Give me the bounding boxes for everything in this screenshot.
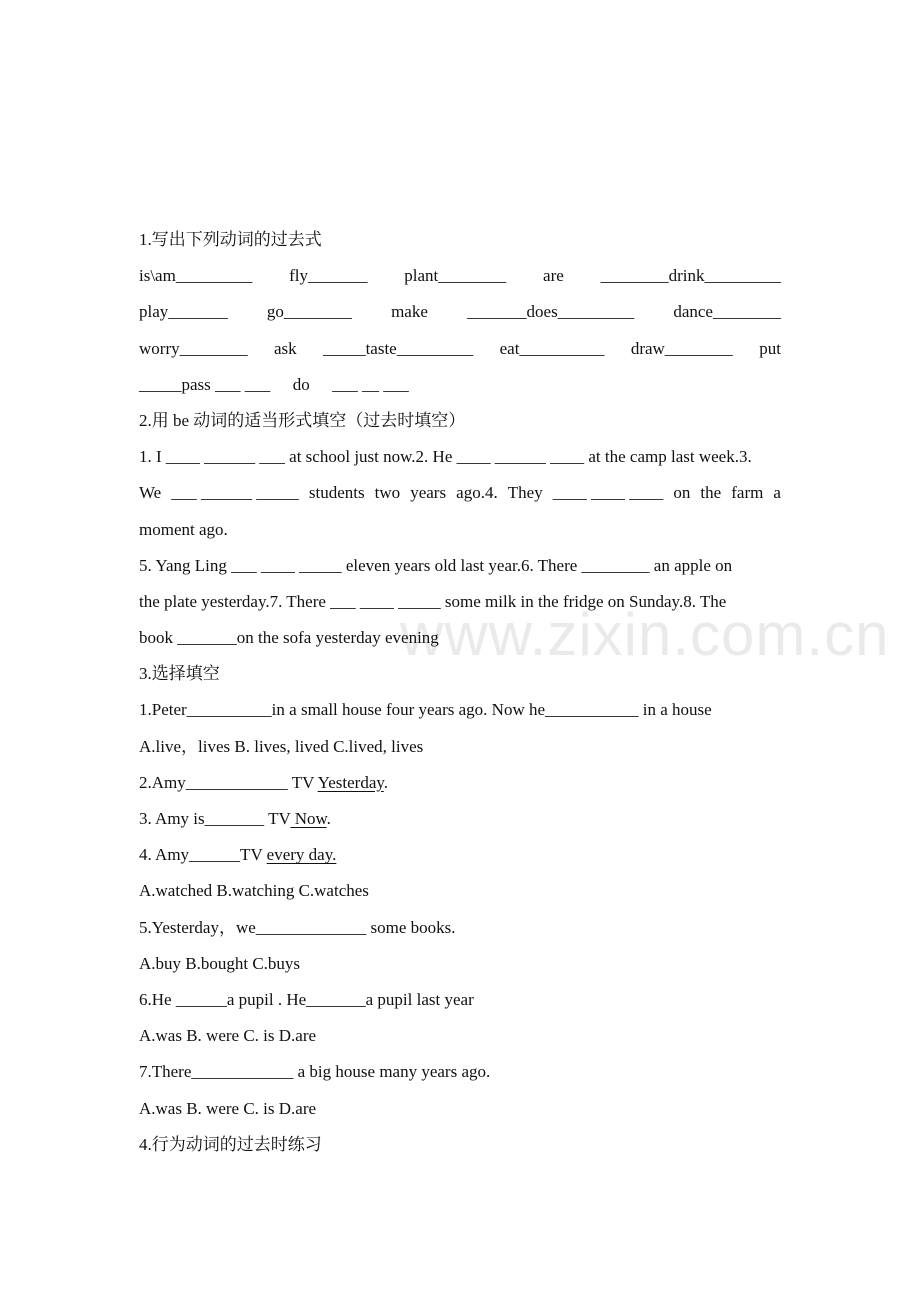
be-line-2 — [139, 475, 781, 511]
punct: . — [383, 772, 389, 792]
verb-item: are — [543, 266, 564, 286]
question-text: 3. Amy is_______ TV — [139, 809, 291, 828]
verb-item: do — [292, 374, 310, 394]
underlined-word: every day. — [266, 845, 337, 865]
verb-item: draw________ — [630, 338, 733, 358]
verb-row-3 — [139, 331, 781, 367]
question-2 — [139, 765, 781, 801]
options-4: A.watched B.watching C.watches — [139, 881, 369, 901]
section-3-title: 3.选择填空 — [139, 664, 220, 684]
word: years — [410, 483, 447, 503]
underlined-word: Now — [290, 809, 327, 828]
verb-item: _____taste_________ — [323, 338, 474, 358]
word: a — [773, 483, 781, 503]
verb-item: play_______ — [139, 302, 228, 322]
be-line-3: moment ago. — [139, 519, 228, 539]
verb-row-4 — [139, 367, 781, 403]
word: students — [308, 483, 365, 503]
be-line-1: 1. I ____ ______ ___ at school just now.2. He ____ ______ ____ at the camp last week.3. — [139, 447, 752, 467]
verb-row-1 — [139, 258, 781, 294]
verb-item: put — [759, 338, 781, 358]
verb-item: worry________ — [139, 338, 248, 358]
word: They — [507, 483, 543, 503]
punct: . — [326, 809, 331, 828]
watermark: www.zixin.com.cn — [400, 601, 890, 668]
underlined-word: Yesterday — [317, 772, 384, 792]
verb-item: _______does_________ — [467, 302, 635, 322]
verb-item: ___ __ ___ — [332, 374, 409, 394]
verb-item: plant________ — [404, 266, 507, 286]
verb-item: dance________ — [673, 302, 781, 322]
section-4-title: 4.行为动词的过去时练习 — [139, 1134, 322, 1154]
word: the — [700, 483, 722, 503]
verb-item: ask — [274, 338, 297, 358]
verb-item: go________ — [266, 302, 352, 322]
word: ___ ______ _____ — [171, 483, 299, 503]
worksheet — [139, 222, 781, 1163]
word: on — [673, 483, 691, 503]
verb-item: is\am_________ — [139, 266, 253, 286]
question-4 — [139, 837, 781, 873]
word: We — [139, 483, 162, 503]
word: farm — [731, 483, 764, 503]
question-text: 4. Amy______TV — [139, 845, 267, 865]
question-7: 7.There____________ a big house many years ago. — [139, 1062, 491, 1082]
options-1: A.live，lives B. lives, lived C.lived, lives — [139, 736, 424, 756]
question-6: 6.He ______a pupil . He_______a pupil last year — [139, 989, 474, 1009]
verb-item: _____pass ___ ___ — [139, 374, 271, 394]
word: ____ ____ ____ — [552, 483, 664, 503]
options-7: A.was B. were C. is D.are — [139, 1098, 317, 1118]
be-line-6: book _______on the sofa yesterday evening — [139, 628, 439, 648]
section-2-title: 2.用 be 动词的适当形式填空（过去时填空） — [139, 410, 466, 430]
options-5: A.buy B.bought C.buys — [139, 953, 301, 973]
verb-item: ________drink_________ — [600, 266, 781, 286]
question-5: 5.Yesterday，we_____________ some books. — [139, 917, 456, 937]
word: two — [374, 483, 401, 503]
be-line-5: the plate yesterday.7. There ___ ____ _____ some milk in the fridge on Sunday.8. The — [139, 591, 727, 611]
be-line-4: 5. Yang Ling ___ ____ _____ eleven years old last year.6. There ________ an apple on — [139, 555, 733, 575]
question-text: 2.Amy____________ TV — [139, 772, 318, 792]
question-3 — [139, 801, 781, 837]
verb-item: eat__________ — [499, 338, 605, 358]
question-1: 1.Peter__________in a small house four years ago. Now he___________ in a house — [139, 700, 712, 720]
section-1-title: 1.写出下列动词的过去式 — [139, 230, 322, 249]
verb-item: fly_______ — [289, 266, 368, 286]
verb-item: make — [391, 302, 428, 322]
word: ago.4. — [456, 483, 498, 503]
options-6: A.was B. were C. is D.are — [139, 1026, 317, 1046]
verb-row-2 — [139, 294, 781, 330]
